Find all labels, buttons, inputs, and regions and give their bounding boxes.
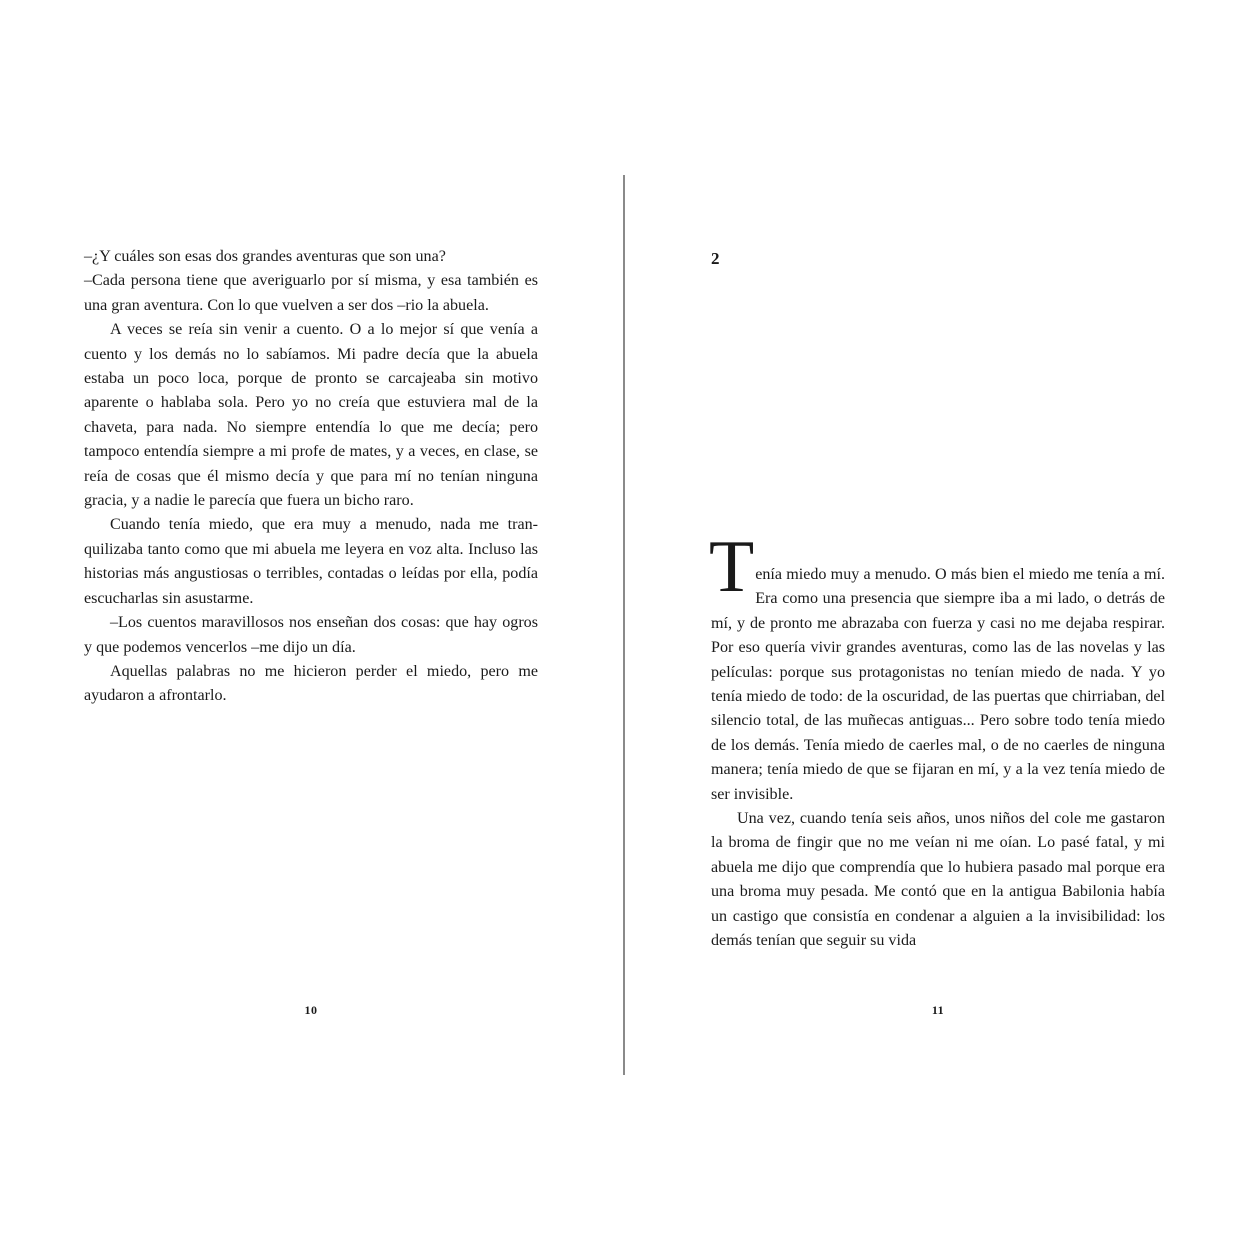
drop-cap: T [709, 526, 755, 608]
left-page-text [84, 245, 538, 709]
paragraph: –Cada persona tiene que averiguarlo por sí misma, y esa también es una gran aventura. Con lo que vuelven a ser dos –rio la abuela. [84, 272, 538, 314]
paragraph: Cuando tenía miedo, que era muy a menudo, nada me tranquilizaba tanto como que mi abuela me leyera en voz alta. Incluso las historias más angustiosas o terribles, contadas o leídas por ella, podía escucharlas sin asustarme. [84, 516, 538, 607]
opening-paragraph [709, 526, 1165, 807]
paragraph: Una vez, cuando tenía seis años, unos niños del cole me gastaron la broma de fingir que no me veían ni me oían. Lo pasé fatal, y mi abuela me dijo que comprendía que lo hubiera pasado mal porque era una broma muy pesada. Me contó que en la antigua Babilonia había un castigo que consistía en condenar a alguien a la invisibilidad: los demás tenían que seguir su vida [711, 810, 1165, 950]
opening-paragraph-text: enía miedo muy a menudo. O más bien el miedo me tenía a mí. Era como una presencia que siempre iba a mi lado, o detrás de mí, y de pronto me abrazaba con fuerza y casi no me dejaba respirar. Por eso quería vivir grandes aventuras, como las de las novelas y las películas: porque sus protagonistas no tenían miedo de nada. Y yo tenía miedo de todo: de la oscuridad, de las puertas que chirriaban, del silencio total, de las muñecas antiguas... Pero sobre todo tenía miedo de los demás. Tenía miedo de caerles mal, o de no caerles de ninguna manera; tenía miedo de que se fijaran en mí, y a la vez tenía miedo de ser invisible. [711, 566, 1165, 803]
page-number-right: 11 [931, 1003, 945, 1017]
right-page-text [709, 526, 1165, 954]
gutter-line [623, 175, 625, 1075]
paragraph: –¿Y cuáles son esas dos grandes aventuras que son una? [84, 248, 446, 265]
paragraph: –Los cuentos maravillosos nos enseñan dos cosas: que hay ogros y que podemos vencerlos –me dijo un día. [84, 614, 538, 656]
chapter-number: 2 [711, 249, 720, 268]
paragraph: A veces se reía sin venir a cuento. O a lo mejor sí que venía a cuento y los demás no lo sabíamos. Mi padre decía que la abuela estaba un poco loca, porque de pronto se carcajeaba sin motivo aparente o hablaba sola. Pero yo no creía que estuviera mal de la chaveta, para nada. No siempre entendía lo que me decía; pero tampoco entendía siempre a mi profe de mates, y a veces, en clase, se reía de cosas que él mismo decía y que para mí no tenían ninguna gracia, y a nadie le parecía que fuera un bicho raro. [84, 321, 538, 510]
right-page [711, 0, 1165, 1250]
paragraph: Aquellas palabras no me hicieron perder el miedo, pero me ayudaron a afrontarlo. [84, 662, 538, 705]
left-page [84, 0, 538, 1250]
page-number-left: 10 [304, 1003, 318, 1017]
